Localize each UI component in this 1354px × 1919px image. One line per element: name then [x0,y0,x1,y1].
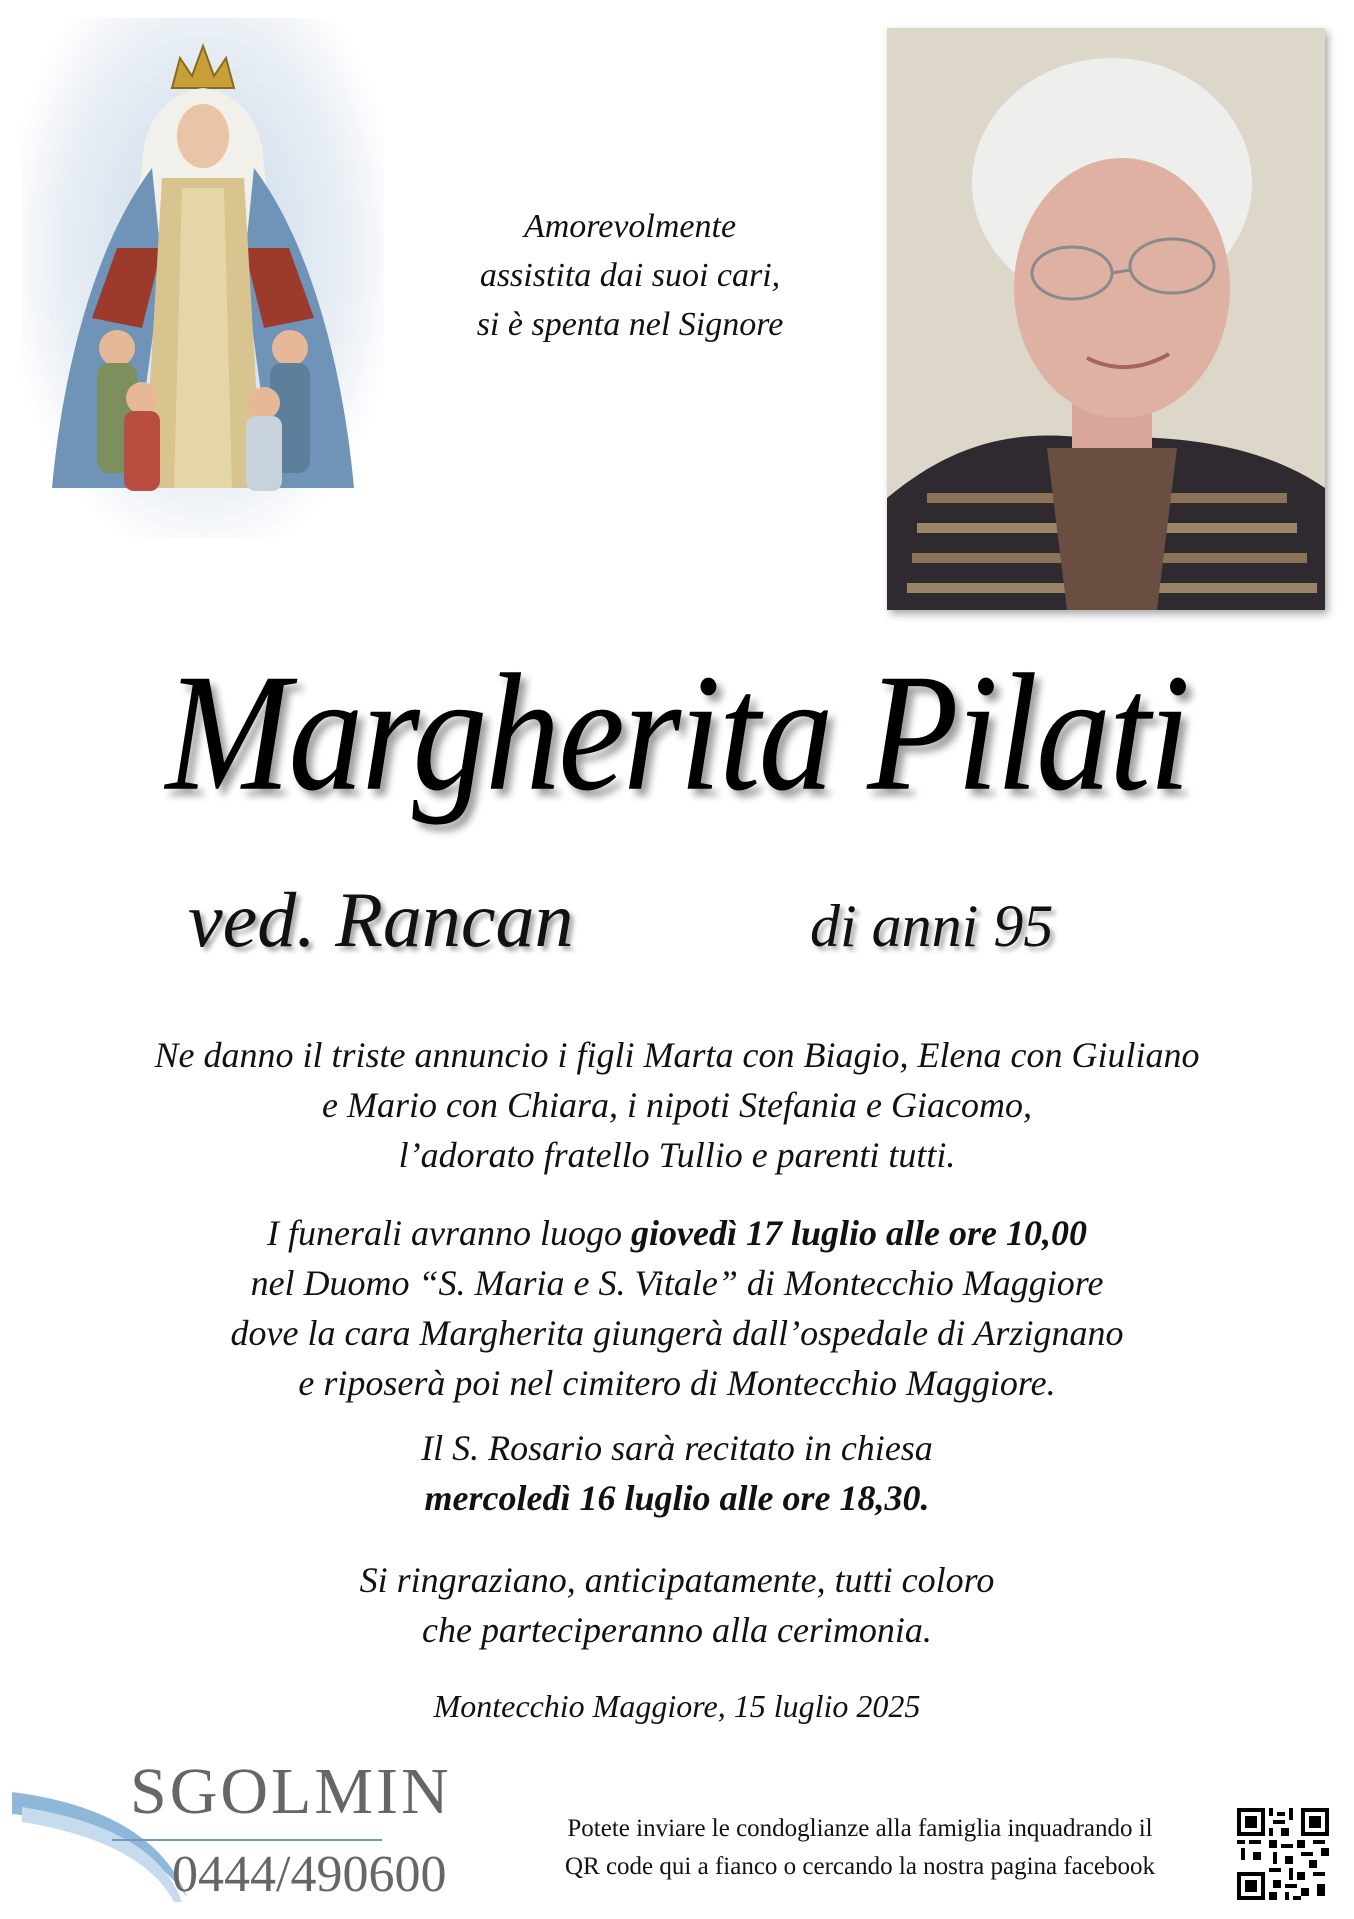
funeral-paragraph [40,1208,1314,1408]
agency-phone: 0444/490600 [172,1846,447,1903]
rosary-datetime-bold: mercoledì 16 luglio alle ore 18,30. [424,1478,930,1518]
thanks-line-2: che parteciperanno alla cerimonia. [422,1610,932,1650]
funeral-line-1-prefix: I funerali avranno luogo [267,1213,631,1253]
thanks-paragraph [40,1555,1314,1655]
intro-line-2: assistita dai suoi cari, [479,257,781,294]
widow-of: ved. Rancan [188,876,574,963]
funeral-line-2: nel Duomo “S. Maria e S. Vitale” di Montecchio Maggiore [250,1263,1104,1303]
condolence-line-2: QR code qui a fianco o cercando la nostra pagina facebook [564,1853,1156,1880]
funeral-line-1 [40,1208,1314,1258]
intro-line-3: si è spenta nel Signore [476,306,784,343]
portrait-photo [887,28,1325,610]
intro-line-1: Amorevolmente [523,208,737,245]
agency-name: SGOLMIN [130,1755,452,1828]
madonna-image [22,18,384,538]
announcement-line-2: e Mario con Chiara, i nipoti Stefania e Giacomo, [322,1085,1032,1125]
rosary-paragraph [40,1423,1314,1523]
funeral-datetime: giovedì 17 luglio alle ore 10,00 [631,1213,1087,1253]
funeral-line-3: dove la cara Margherita giungerà dall’ospedale di Arzignano [230,1313,1124,1353]
announcement-line-3: l’adorato fratello Tullio e parenti tutti. [398,1135,956,1175]
funeral-line-4: e riposerà poi nel cimitero di Montecchio Maggiore. [298,1363,1056,1403]
intro-text [400,202,860,349]
rosary-line-1: Il S. Rosario sarà recitato in chiesa [421,1428,933,1468]
condolence-line-1: Potete inviare le condoglianze alla famiglia inquadrando il [567,1815,1153,1842]
age: di anni 95 [810,893,1054,959]
rosary-datetime [40,1473,1314,1523]
deceased-name: Margherita Pilati [165,639,1189,826]
thanks-line-1: Si ringraziano, anticipatamente, tutti coloro [359,1560,995,1600]
condolence-note [500,1810,1220,1886]
announcement-paragraph [40,1030,1314,1180]
qr-code-icon[interactable] [1237,1808,1329,1900]
place-date: Montecchio Maggiore, 15 luglio 2025 [433,1688,921,1724]
announcement-line-1: Ne danno il triste annuncio i figli Marta con Biagio, Elena con Giuliano [154,1035,1200,1075]
